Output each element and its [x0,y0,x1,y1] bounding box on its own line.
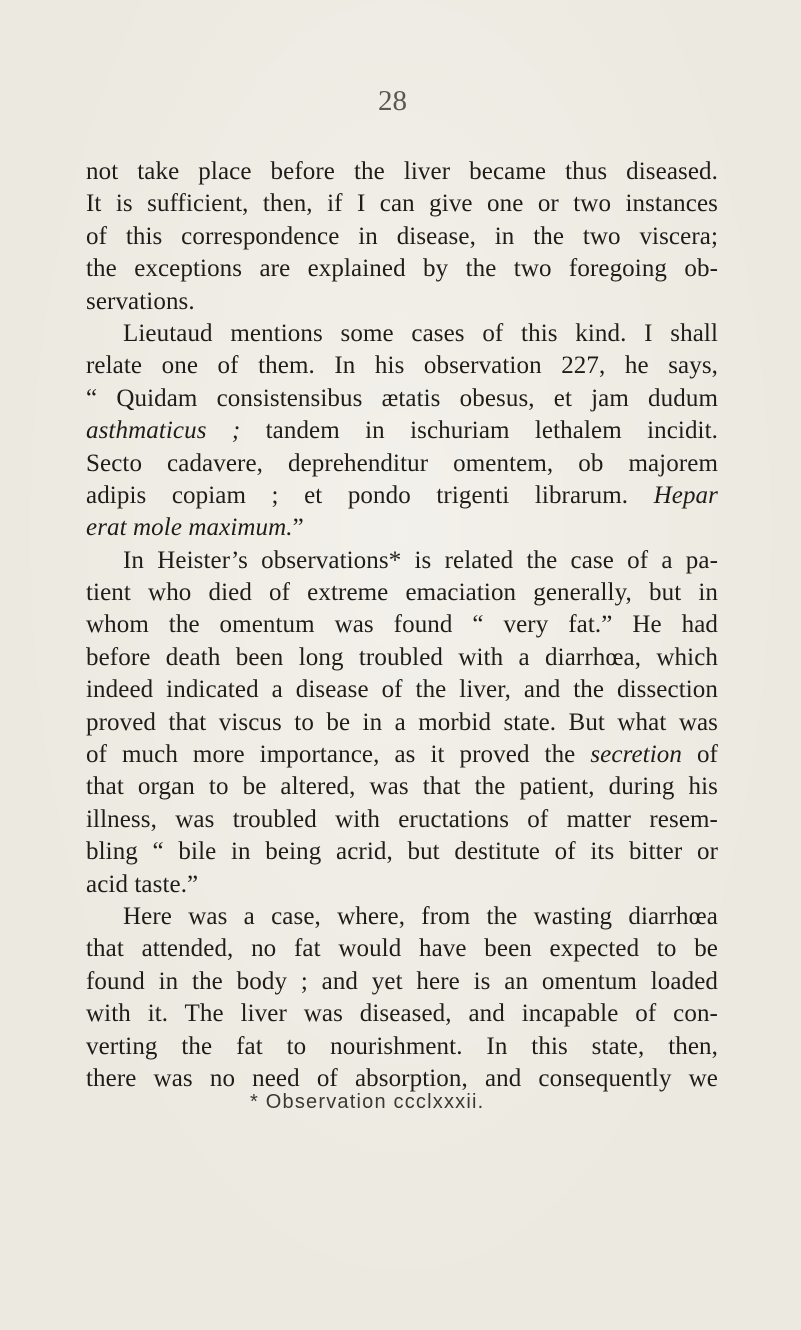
text-run: bling “ bile in being acrid, but destitute of its bitter or [86,838,718,866]
text-run: tient who died of extreme emaciation generally, but in [86,579,718,607]
text-line [86,156,718,188]
text-run: found in the body ; and yet here is an omentum loaded [86,967,718,995]
text-line [86,512,718,544]
text-run: verting the fat to nourishment. In this state, then, [86,1032,718,1060]
text-line [86,221,718,253]
text-line [86,642,718,674]
text-line [86,674,718,706]
text-run: indeed indicated a disease of the liver, and the dissection [86,676,718,704]
text-run: tandem in ischuriam lethalem incidit. [240,417,718,445]
text-run: “ Quidam consistensibus ætatis obesus, et jam dudum [86,384,718,412]
text-run: the exceptions are explained by the two foregoing ob- [86,255,718,283]
italic-text: asthmaticus ; [86,417,241,445]
body-text [86,156,718,1095]
text-run: relate one of them. In his observation 227, he says, [86,352,718,380]
text-line [86,448,718,480]
text-line [86,804,718,836]
text-run: acid taste.” [86,870,199,898]
text-run: It is sufficient, then, if I can give one or two instances [86,190,718,218]
text-line [86,836,718,868]
text-line [86,545,718,577]
text-run: with it. The liver was diseased, and incapable of con- [86,1000,718,1028]
footnote: * Observation ccclxxxii. [250,1091,485,1113]
text-line [86,286,718,318]
text-line [86,609,718,641]
text-run: not take place before the liver became thus diseased. [86,158,718,185]
text-line [86,998,718,1030]
text-line [86,253,718,285]
text-run: Secto cadavere, deprehenditur omentem, ob majorem [86,449,718,477]
text-run: illness, was troubled with eructations of matter resem- [86,805,718,833]
text-run: adipis copiam ; et pondo trigenti librarum. [86,481,654,509]
text-line [86,415,718,447]
text-run: In Heister’s observations* is related the case of a pa- [123,546,718,574]
text-line [86,739,718,771]
text-line [86,707,718,739]
text-run: servations. [86,287,195,315]
text-line [86,350,718,382]
text-line [86,318,718,350]
italic-text: erat mole maximum. [86,514,293,542]
text-run: that attended, no fat would have been expected to be [86,935,718,963]
text-run: of [681,741,718,769]
text-line [86,966,718,998]
text-run: of this correspondence in disease, in the two viscera; [86,222,718,250]
italic-text: Hepar [653,481,718,509]
text-run: Here was a case, where, from the wasting diarrhœa [123,902,718,930]
text-line [86,1031,718,1063]
text-run: before death been long troubled with a diarrhœa, which [86,643,718,671]
text-run: Lieutaud mentions some cases of this kind. I shall [123,319,718,347]
text-run: ” [292,514,304,542]
text-line [86,480,718,512]
text-run: of much more importance, as it proved the [86,741,591,769]
text-line [86,869,718,901]
text-line [86,771,718,803]
italic-text: secretion [590,741,682,769]
text-line [86,577,718,609]
text-line [86,383,718,415]
text-line [86,933,718,965]
text-run: there was no need of absorption, and consequently we [86,1064,718,1092]
text-run: whom the omentum was found “ very fat.” He had [86,611,718,639]
text-line [86,188,718,220]
text-run: proved that viscus to be in a morbid state. But what was [86,708,718,736]
text-line [86,901,718,933]
page-number: 28 [378,85,407,117]
text-run: that organ to be altered, was that the patient, during his [86,773,718,801]
